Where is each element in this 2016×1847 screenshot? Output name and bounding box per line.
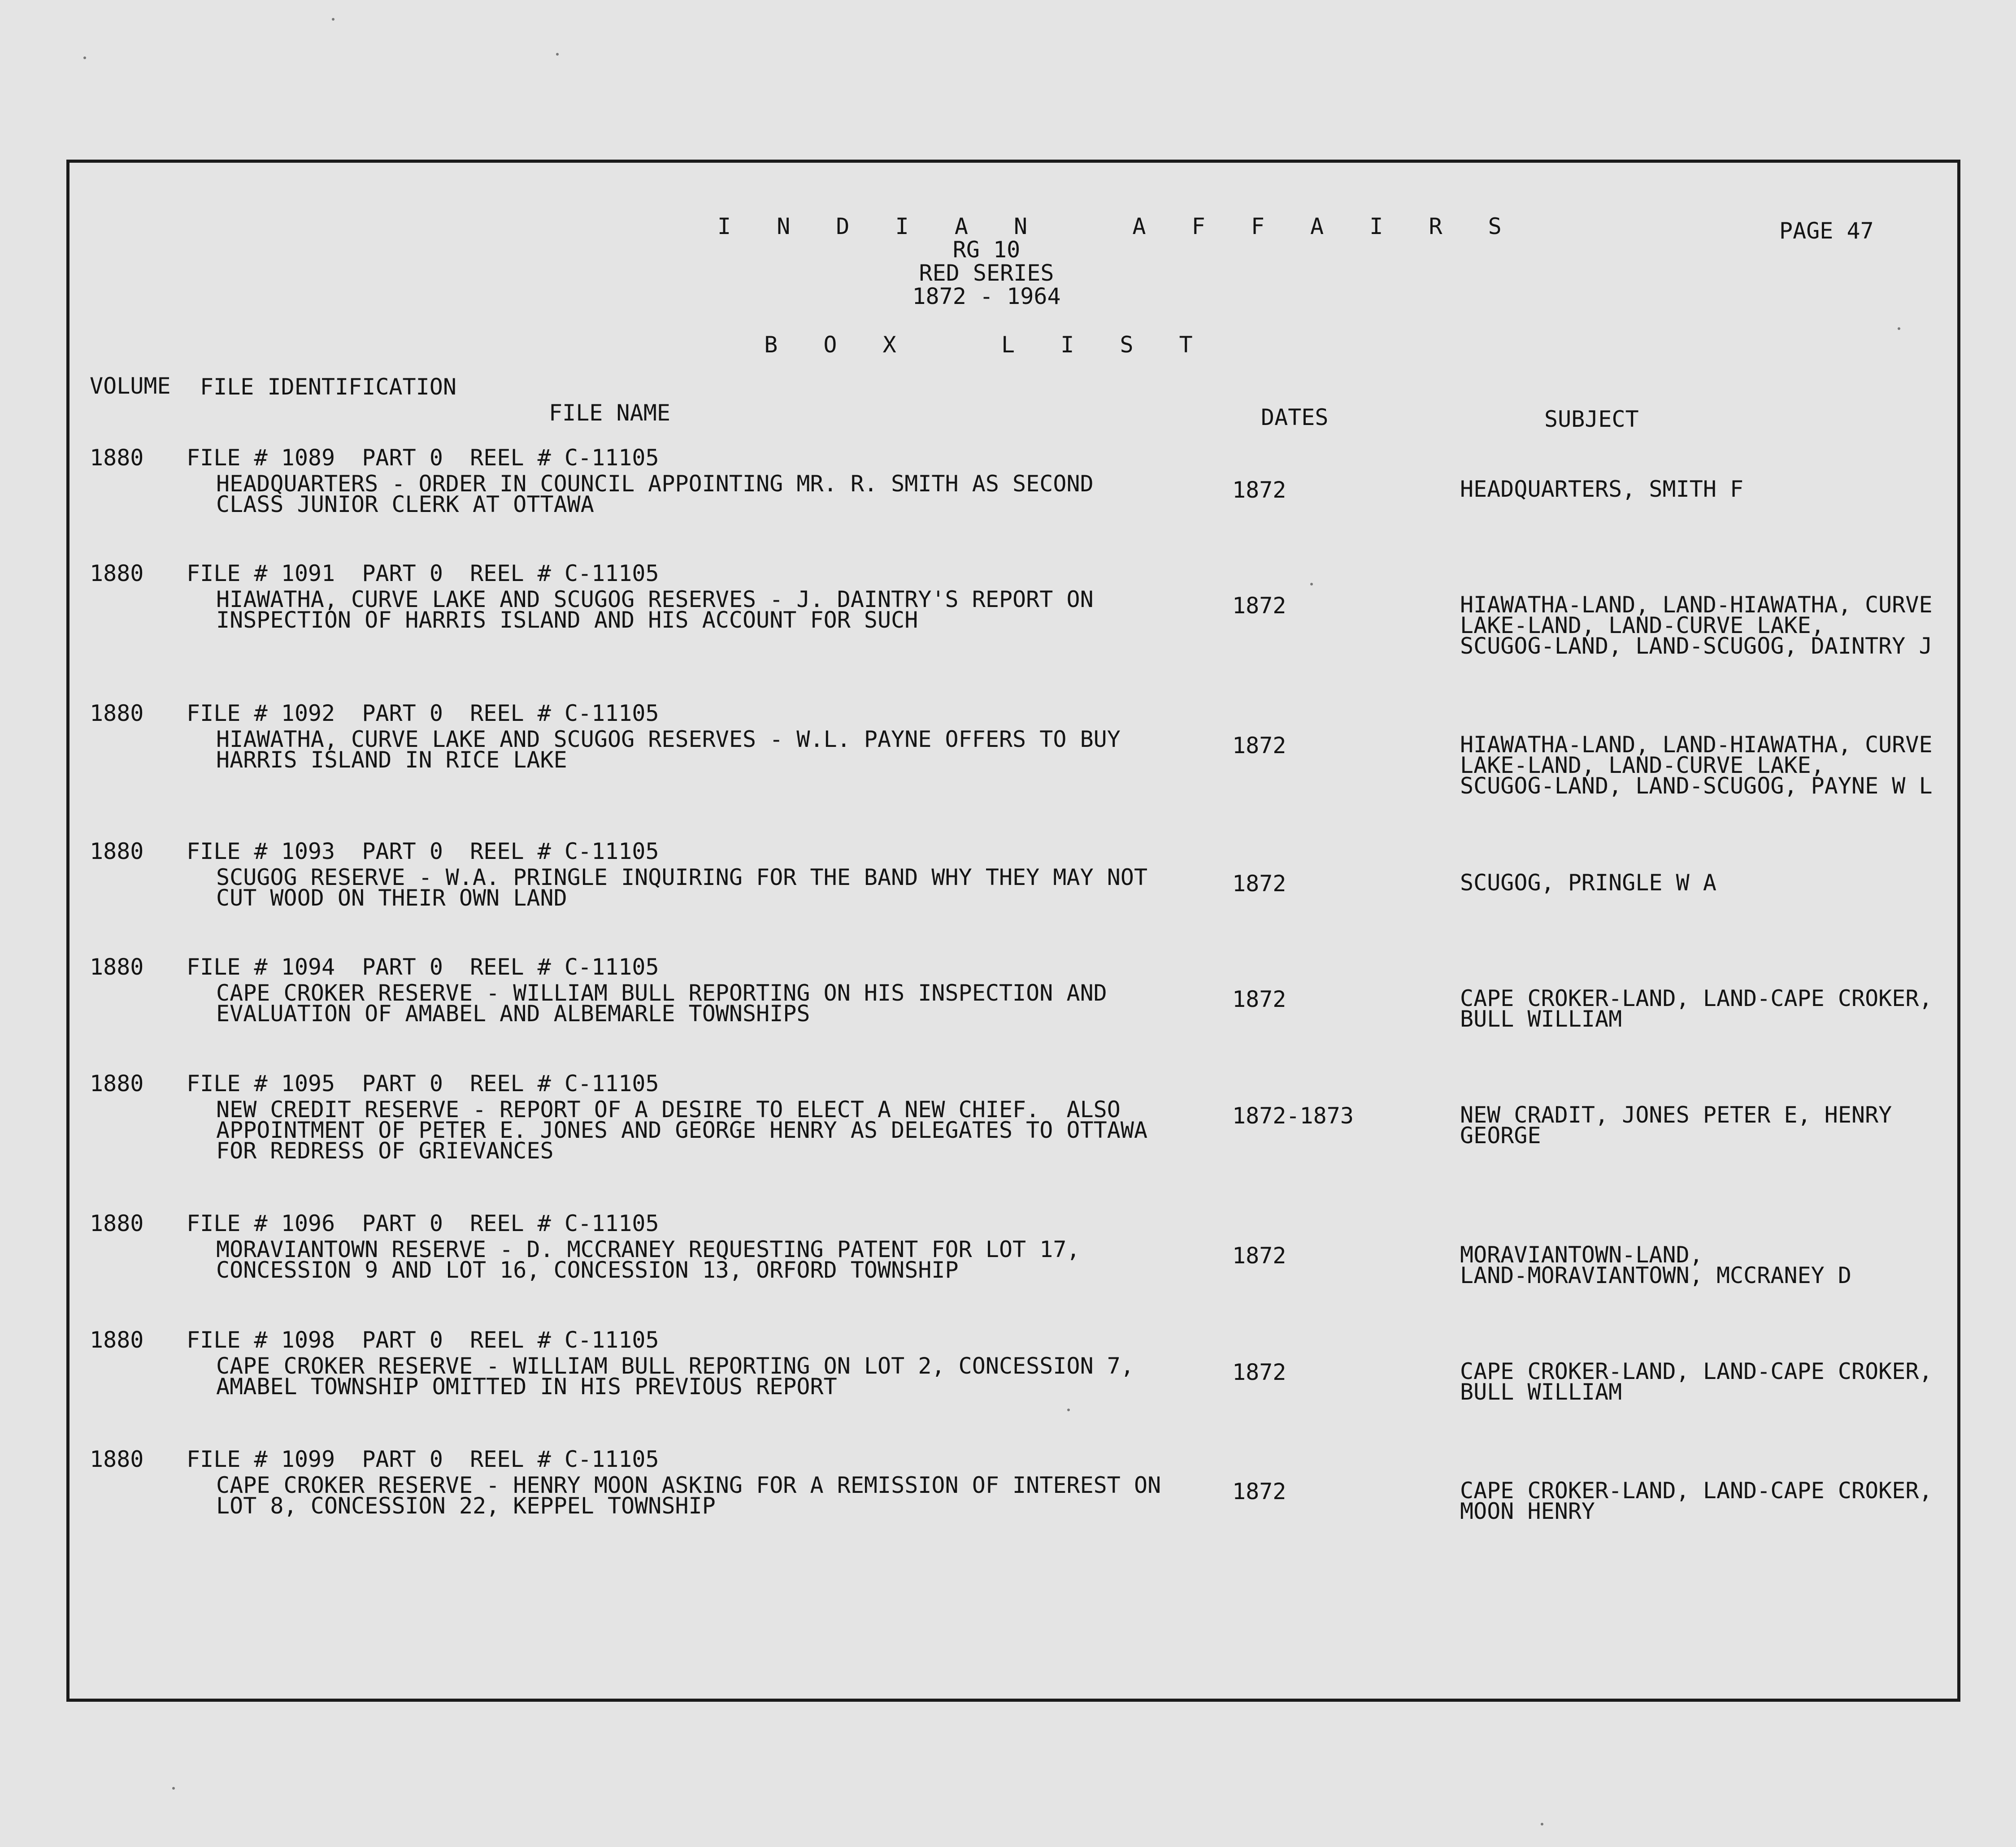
entry-subject-line: BULL WILLIAM <box>1460 1006 1622 1032</box>
entry-subject <box>1460 1102 1892 1149</box>
page-number: PAGE 47 <box>1779 218 1874 244</box>
entry-file-name-line: INSPECTION OF HARRIS ISLAND AND HIS ACCOUNT FOR SUCH <box>216 607 918 633</box>
entry-subject-line: HIAWATHA-LAND, LAND-HIAWATHA, CURVE <box>1460 592 1933 618</box>
entry-file-name-line: HARRIS ISLAND IN RICE LAKE <box>216 747 567 773</box>
list-entry <box>0 1212 2016 1329</box>
entry-file-name <box>216 1472 1161 1519</box>
scan-speck <box>1541 1823 1543 1825</box>
entry-file-name-line: CUT WOOD ON THEIR OWN LAND <box>216 885 567 911</box>
list-entry <box>0 1448 2016 1565</box>
entry-file-name-line: CLASS JUNIOR CLERK AT OTTAWA <box>216 491 594 517</box>
entry-volume: 1880 <box>90 954 144 980</box>
entry-dates: 1872 <box>1232 871 1286 897</box>
entry-file-id: FILE # 1092 PART 0 REEL # C-11105 <box>187 700 659 726</box>
entry-subject-line: BULL WILLIAM <box>1460 1379 1622 1405</box>
entry-file-id: FILE # 1089 PART 0 REEL # C-11105 <box>187 445 659 471</box>
list-entry <box>0 447 2016 563</box>
entry-subject-line: CAPE CROKER-LAND, LAND-CAPE CROKER, <box>1460 1478 1933 1504</box>
entry-file-name-line: MORAVIANTOWN RESERVE - D. MCCRANEY REQUESTING PATENT FOR LOT 17, <box>216 1236 1080 1262</box>
entry-file-name <box>216 980 1107 1027</box>
scan-speck <box>556 53 559 56</box>
series-name: RED SERIES <box>919 260 1054 286</box>
entry-volume: 1880 <box>90 1446 144 1472</box>
list-entry <box>0 562 2016 679</box>
entry-file-name <box>216 1236 1080 1283</box>
entry-subject <box>1460 732 1933 799</box>
entry-subject <box>1460 476 1744 502</box>
entry-file-name-line: AMABEL TOWNSHIP OMITTED IN HIS PREVIOUS REPORT <box>216 1374 837 1400</box>
entry-file-name <box>216 1353 1134 1400</box>
entry-file-name-line: EVALUATION OF AMABEL AND ALBEMARLE TOWNSHIPS <box>216 1001 810 1027</box>
scan-speck <box>172 1787 175 1790</box>
entry-file-name-line: CAPE CROKER RESERVE - WILLIAM BULL REPORTING ON HIS INSPECTION AND <box>216 980 1107 1006</box>
entry-dates: 1872 <box>1232 593 1286 619</box>
entry-subject-line: HIAWATHA-LAND, LAND-HIAWATHA, CURVE <box>1460 732 1933 758</box>
entry-dates: 1872 <box>1232 1478 1286 1504</box>
entry-file-name <box>216 473 1094 515</box>
entry-file-id: FILE # 1099 PART 0 REEL # C-11105 <box>187 1446 659 1472</box>
entry-file-id: FILE # 1093 PART 0 REEL # C-11105 <box>187 838 659 864</box>
record-group: RG 10 <box>952 237 1021 263</box>
column-header-file-name: FILE NAME <box>549 400 670 426</box>
entry-file-name-line: CONCESSION 9 AND LOT 16, CONCESSION 13, ORFORD TOWNSHIP <box>216 1257 959 1283</box>
column-header-subject: SUBJECT <box>1544 406 1639 432</box>
list-type-heading: B O X L I S T <box>764 332 1209 358</box>
entry-file-id: FILE # 1095 PART 0 REEL # C-11105 <box>187 1071 659 1097</box>
entry-dates: 1872 <box>1232 986 1286 1012</box>
entry-file-id: FILE # 1091 PART 0 REEL # C-11105 <box>187 560 659 586</box>
entry-volume: 1880 <box>90 445 144 471</box>
entry-file-id: FILE # 1096 PART 0 REEL # C-11105 <box>187 1210 659 1236</box>
entry-dates: 1872-1873 <box>1232 1103 1354 1129</box>
entry-dates: 1872 <box>1232 733 1286 759</box>
entry-subject-line: LAKE-LAND, LAND-CURVE LAKE, <box>1460 612 1825 638</box>
list-entry <box>0 1072 2016 1189</box>
entry-subject-line: LAND-MORAVIANTOWN, MCCRANEY D <box>1460 1262 1851 1288</box>
entry-subject <box>1460 985 1933 1032</box>
entry-file-name <box>216 864 1148 911</box>
entry-subject-line: LAKE-LAND, LAND-CURVE LAKE, <box>1460 752 1825 778</box>
entry-subject-line: SCUGOG-LAND, LAND-SCUGOG, PAYNE W L <box>1460 773 1933 799</box>
entry-file-name-line: SCUGOG RESERVE - W.A. PRINGLE INQUIRING FOR THE BAND WHY THEY MAY NOT <box>216 864 1148 890</box>
entry-subject-line: HEADQUARTERS, SMITH F <box>1460 476 1744 502</box>
series-date-range: 1872 - 1964 <box>912 283 1061 309</box>
entry-file-id: FILE # 1098 PART 0 REEL # C-11105 <box>187 1327 659 1353</box>
entry-subject <box>1460 1244 1851 1286</box>
entry-file-name-line: CAPE CROKER RESERVE - HENRY MOON ASKING FOR A REMISSION OF INTEREST ON <box>216 1472 1161 1498</box>
entry-file-name <box>216 586 1094 633</box>
column-header-volume: VOLUME <box>90 373 171 399</box>
entry-subject <box>1460 1358 1933 1405</box>
entry-subject-line: MORAVIANTOWN-LAND, <box>1460 1242 1703 1268</box>
entry-file-name-line: APPOINTMENT OF PETER E. JONES AND GEORGE HENRY AS DELEGATES TO OTTAWA <box>216 1117 1148 1143</box>
list-entry <box>0 702 2016 819</box>
entry-dates: 1872 <box>1232 1243 1286 1269</box>
entry-subject <box>1460 592 1933 659</box>
entry-subject-line: SCUGOG-LAND, LAND-SCUGOG, DAINTRY J <box>1460 633 1933 659</box>
entry-volume: 1880 <box>90 1327 144 1353</box>
entry-subject-line: CAPE CROKER-LAND, LAND-CAPE CROKER, <box>1460 1358 1933 1384</box>
page-title: I N D I A N A F F A I R S <box>717 213 1518 239</box>
scan-speck <box>83 56 86 59</box>
entry-subject <box>1460 870 1716 896</box>
entry-file-id: FILE # 1094 PART 0 REEL # C-11105 <box>187 954 659 980</box>
entry-file-name-line: HEADQUARTERS - ORDER IN COUNCIL APPOINTING MR. R. SMITH AS SECOND <box>216 471 1094 497</box>
entry-subject-line: MOON HENRY <box>1460 1498 1595 1524</box>
entry-subject-line: CAPE CROKER-LAND, LAND-CAPE CROKER, <box>1460 985 1933 1011</box>
entry-volume: 1880 <box>90 560 144 586</box>
list-entry <box>0 840 2016 957</box>
entry-subject-line: NEW CRADIT, JONES PETER E, HENRY <box>1460 1102 1892 1128</box>
column-header-file-identification: FILE IDENTIFICATION <box>200 374 456 400</box>
entry-file-name-line: CAPE CROKER RESERVE - WILLIAM BULL REPORTING ON LOT 2, CONCESSION 7, <box>216 1353 1134 1379</box>
entry-file-name-line: LOT 8, CONCESSION 22, KEPPEL TOWNSHIP <box>216 1493 716 1519</box>
entry-file-name <box>216 1097 1148 1164</box>
entry-subject-line: GEORGE <box>1460 1123 1541 1149</box>
entry-subject <box>1460 1480 1933 1522</box>
entry-volume: 1880 <box>90 1071 144 1097</box>
column-header-dates: DATES <box>1261 404 1329 430</box>
entry-volume: 1880 <box>90 700 144 726</box>
entry-file-name-line: FOR REDRESS OF GRIEVANCES <box>216 1138 554 1164</box>
entry-dates: 1872 <box>1232 1359 1286 1385</box>
entry-file-name-line: NEW CREDIT RESERVE - REPORT OF A DESIRE TO ELECT A NEW CHIEF. ALSO <box>216 1097 1121 1123</box>
list-entry <box>0 1329 2016 1445</box>
entry-file-name <box>216 726 1121 773</box>
list-entry <box>0 956 2016 1072</box>
entry-subject-line: SCUGOG, PRINGLE W A <box>1460 870 1716 896</box>
scan-speck <box>332 18 335 21</box>
entry-dates: 1872 <box>1232 477 1286 503</box>
entry-volume: 1880 <box>90 838 144 864</box>
entry-file-name-line: HIAWATHA, CURVE LAKE AND SCUGOG RESERVES - J. DAINTRY'S REPORT ON <box>216 586 1094 612</box>
entry-volume: 1880 <box>90 1210 144 1236</box>
entry-file-name-line: HIAWATHA, CURVE LAKE AND SCUGOG RESERVES - W.L. PAYNE OFFERS TO BUY <box>216 726 1121 752</box>
